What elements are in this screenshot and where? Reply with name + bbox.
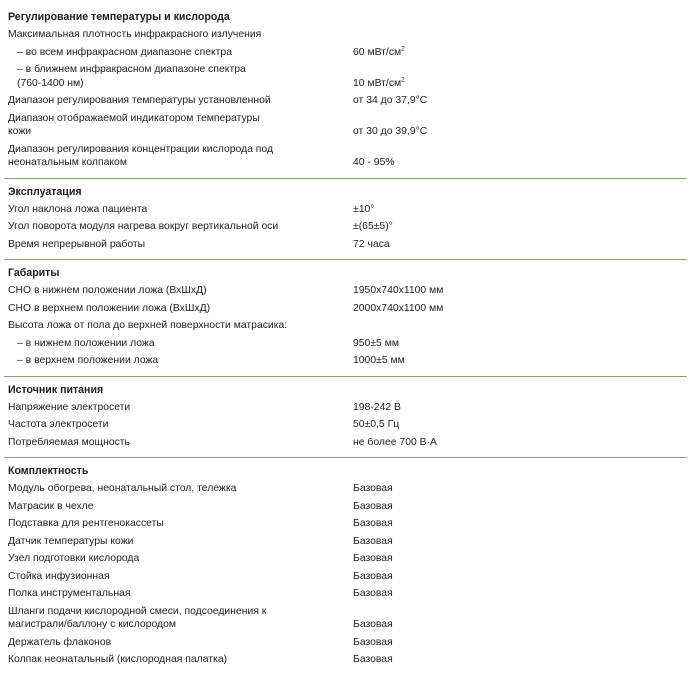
spec-row: [8, 317, 687, 335]
spec-label: – во всем инфракрасном диапазоне спектра: [17, 46, 232, 58]
spec-value: Базовая: [353, 654, 393, 665]
spec-value: Базовая: [353, 553, 393, 564]
spec-row: [8, 141, 687, 172]
spec-row: [8, 300, 687, 318]
spec-label: Потребляемая мощность: [8, 436, 130, 448]
spec-value: ±10°: [353, 203, 375, 215]
spec-label: Угол наклона ложа пациента: [8, 203, 148, 215]
spec-row: [8, 498, 687, 516]
section-title: Регулирование температуры и кислорода: [8, 11, 230, 23]
spec-label: Колпак неонатальный (кислородная палатка): [8, 654, 228, 665]
spec-label: Стойка инфузионная: [8, 570, 110, 582]
spec-row: [8, 480, 687, 498]
spec-value: Базовая: [353, 535, 393, 547]
spec-label: Узел подготовки кислорода: [8, 553, 140, 564]
section-dimensions: [4, 260, 687, 377]
spec-row: [8, 335, 687, 353]
spec-value: 72 часа: [353, 238, 390, 250]
spec-value: 1950х740х1100 мм: [353, 285, 444, 296]
spec-row: [8, 416, 687, 434]
spec-value: 50±0,5 Гц: [353, 419, 400, 430]
spec-label: Максимальная плотность инфракрасного излучения: [8, 29, 262, 40]
spec-row: [8, 399, 687, 417]
superscript: 2: [401, 76, 405, 84]
spec-label: Полка инструментальная: [8, 588, 131, 599]
spec-value: от 30 до 39,9°С: [353, 126, 428, 137]
spec-value: 198-242 В: [353, 401, 401, 413]
spec-row: [8, 44, 687, 62]
value-text: 10 мВт/см: [353, 77, 402, 89]
spec-row: [8, 201, 687, 219]
section-title: Габариты: [8, 267, 60, 279]
spec-value: Базовая: [353, 483, 393, 494]
spec-value: [353, 42, 687, 44]
spec-label: – в нижнем положении ложа: [17, 337, 155, 349]
spec-value: Базовая: [353, 500, 393, 512]
spec-label: Угол поворота модуля нагрева вокруг вертикальной оси: [8, 221, 279, 232]
spec-label: – в верхнем положении ложа: [17, 355, 159, 366]
spec-value: [353, 77, 687, 93]
spec-row: [8, 26, 687, 44]
spec-value: Базовая: [353, 588, 393, 599]
spec-value: Базовая: [353, 518, 393, 529]
spec-label: Время непрерывной работы: [8, 238, 146, 250]
section-operation: [4, 179, 687, 261]
spec-label: Датчик температуры кожи: [8, 535, 134, 547]
spec-row: [8, 434, 687, 452]
spec-value: 2000х740х1100 мм: [353, 302, 444, 314]
spec-label: Частота электросети: [8, 419, 109, 430]
section-title: Эксплуатация: [8, 185, 82, 198]
spec-row: [8, 218, 687, 236]
spec-value: 1000±5 мм: [353, 355, 405, 366]
section-temperature-oxygen: [4, 8, 687, 179]
spec-label: Шланги подачи кислородной смеси, подсоединения к магистрали/баллону с кислородом: [8, 605, 267, 630]
spec-label: Модуль обогрева, неонатальный стол, тележка: [8, 483, 237, 494]
spec-row: [8, 634, 687, 652]
spec-row: [8, 236, 687, 254]
spec-value: [353, 333, 687, 335]
spec-row: [8, 603, 687, 634]
spec-row: [8, 515, 687, 533]
spec-row: [8, 550, 687, 568]
section-title: Комплектность: [8, 465, 89, 477]
spec-label: Диапазон регулирования температуры установленной: [8, 95, 271, 106]
spec-row: [8, 585, 687, 603]
spec-row: [8, 352, 687, 370]
spec-row: [8, 92, 687, 110]
spec-value: 40 - 95%: [353, 157, 395, 168]
spec-label: Держатель флаконов: [8, 636, 112, 648]
spec-value: [353, 46, 687, 62]
spec-row: [8, 533, 687, 551]
spec-row: [8, 61, 687, 92]
spec-value: Базовая: [353, 636, 393, 648]
spec-value: 950±5 мм: [353, 337, 399, 349]
spec-value: от 34 до 37,9°С: [353, 95, 428, 106]
spec-row: [8, 282, 687, 300]
section-power-supply: [4, 377, 687, 459]
spec-label: Напряжение электросети: [8, 401, 131, 413]
spec-row: [8, 110, 687, 141]
value-text: 60 мВт/см: [353, 46, 402, 58]
spec-label: СНО в верхнем положении ложа (ВхШхД): [8, 302, 211, 314]
spec-value: Базовая: [353, 619, 393, 630]
spec-row: [8, 651, 687, 669]
section-title: Источник питания: [8, 383, 104, 396]
spec-value: не более 700 В·А: [353, 436, 437, 448]
section-package: [4, 458, 687, 675]
spec-label: [8, 63, 353, 92]
spec-label: СНО в нижнем положении ложа (ВхШхД): [8, 285, 207, 296]
spec-label: Высота ложа от пола до верхней поверхности матрасика:: [8, 320, 288, 331]
spec-value: ±(65±5)°: [353, 221, 393, 232]
spec-label: Диапазон отображаемой индикатором температуры кожи: [8, 112, 260, 137]
superscript: 2: [401, 45, 405, 53]
spec-label: Матрасик в чехле: [8, 500, 94, 512]
label-line: – в ближнем инфракрасном диапазоне спектра (760-1400 нм): [17, 64, 246, 89]
spec-value: Базовая: [353, 570, 393, 582]
spec-label: Подставка для рентгенокассеты: [8, 518, 164, 529]
spec-row: [8, 568, 687, 586]
spec-label: Диапазон регулирования концентрации кислорода под неонатальным колпаком: [8, 143, 274, 168]
